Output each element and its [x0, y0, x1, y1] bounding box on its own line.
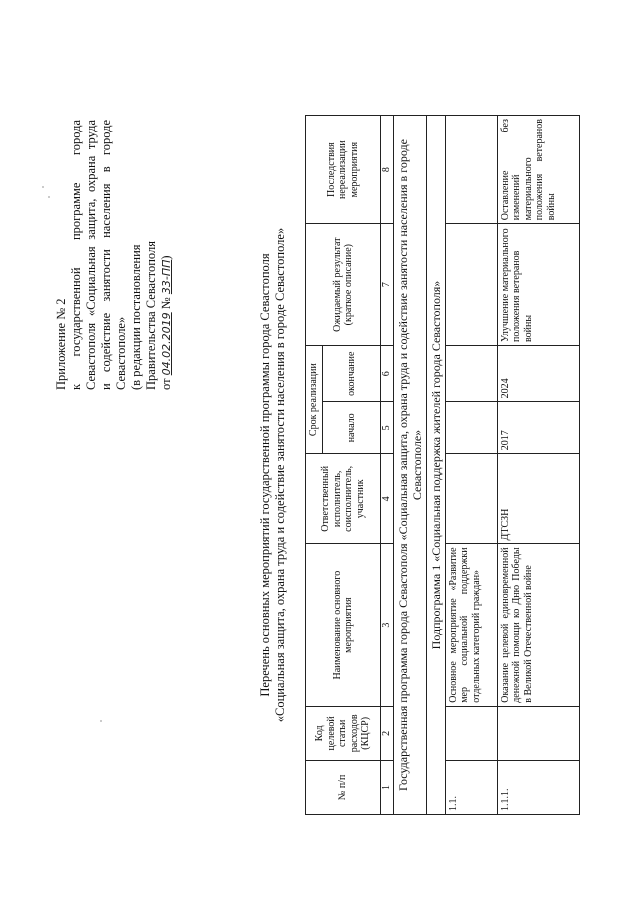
column-number: 1: [381, 760, 394, 814]
table-row: [497, 116, 579, 815]
header-consequence: Последствия нереализации мероприятия: [306, 116, 381, 224]
column-number: 5: [381, 402, 394, 454]
table-row: [445, 116, 497, 815]
row-num: 1.1.1.: [497, 760, 579, 814]
row-num: 1.1.: [445, 760, 497, 814]
row-start: [445, 402, 497, 454]
appendix-line: (в редакции постановления: [129, 244, 143, 390]
number-sign: №: [159, 297, 173, 310]
row-code: [497, 706, 579, 760]
resolution-date: 04.02.2019: [160, 312, 173, 376]
program-title: Государственная программа города Севастополя «Социальная защита, охрана труда и содействие занятости населения в городе Севастополе»: [393, 116, 426, 815]
row-code: [445, 706, 497, 760]
row-consequence: [445, 116, 497, 224]
header-start: начало: [323, 402, 381, 454]
header-name: Наименование основного мероприятия: [306, 544, 381, 706]
appendix-line: Севастополе»: [114, 316, 128, 390]
header-row-1: [306, 116, 323, 815]
scan-speck: [42, 186, 44, 188]
resolution-number: 33-ПП: [160, 259, 173, 295]
row-executor: [445, 454, 497, 544]
subprogram-title: Подпрограмма 1 «Социальная поддержка жителей города Севастополя»: [426, 116, 445, 815]
document-title: [258, 145, 288, 805]
header-end: окончание: [323, 346, 381, 402]
row-consequence: Оставление без изменений материального положения ветеранов войны: [497, 116, 579, 224]
appendix-line: к государственной программе города: [69, 120, 83, 390]
scan-speck: [100, 720, 102, 722]
appendix-line: Севастополя «Социальная защита, охрана труда: [84, 120, 98, 390]
title-line-1: Перечень основных мероприятий государственной программы города Севастополя: [258, 253, 272, 697]
program-row: [393, 116, 426, 815]
row-executor: ДТСЗН: [497, 454, 579, 544]
row-result: Улучшение материального положения ветеранов войны: [497, 224, 579, 346]
header-executor: Ответственный исполнитель, соисполнитель, участник: [306, 454, 381, 544]
scan-speck: [48, 196, 50, 198]
column-number: 6: [381, 346, 394, 402]
row-name: Оказание целевой единовременной денежной помощи ко Дню Победы в Великой Отечественной войне: [497, 544, 579, 706]
header-result: Ожидаемый результат (краткое описание): [306, 224, 381, 346]
column-number: 3: [381, 544, 394, 706]
row-start: 2017: [497, 402, 579, 454]
title-line-2: «Социальная защита, охрана труда и содействие занятости населения в городе Севастополе»: [273, 227, 287, 723]
appendix-line: Приложение № 2: [54, 298, 68, 390]
row-result: [445, 224, 497, 346]
column-number: 4: [381, 454, 394, 544]
header-num: № п/п: [306, 760, 381, 814]
row-end: [445, 346, 497, 402]
subprogram-row: [426, 116, 445, 815]
appendix-block: [54, 120, 174, 390]
activities-table: [305, 115, 580, 815]
column-number: 8: [381, 116, 394, 224]
appendix-line: Правительства Севастополя: [144, 241, 158, 390]
column-numbers-row: [381, 116, 394, 815]
column-number: 7: [381, 224, 394, 346]
appendix-date-prefix: от: [159, 378, 173, 390]
column-number: 2: [381, 706, 394, 760]
appendix-line: и содействие занятости населения в городе: [99, 120, 113, 390]
appendix-date-line: от 04.02.2019 № 33-ПП): [159, 255, 173, 390]
row-end: 2024: [497, 346, 579, 402]
header-period: Срок реализации: [306, 346, 323, 454]
row-name: Основное мероприятие «Развитие мер социальной поддержки отдельных категорий граждан»: [445, 544, 497, 706]
header-code: Код целевой статьи расходов (КЦСР): [306, 706, 381, 760]
